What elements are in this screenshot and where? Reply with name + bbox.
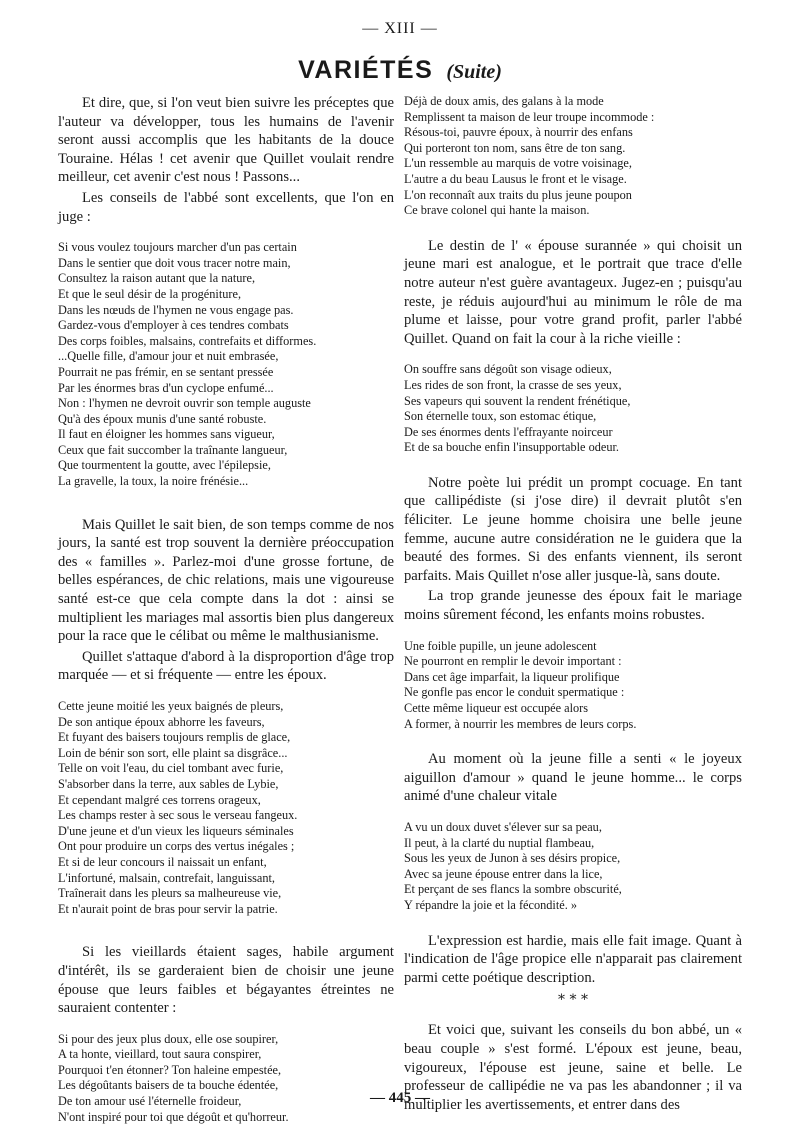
verse-line: Et cependant malgré ces torrens orageux, — [58, 792, 261, 807]
verse-block — [58, 1032, 394, 1126]
verse-line: Non : l'hymen ne devroit ouvrir son temple auguste — [58, 396, 311, 411]
verse-line: Et de sa bouche enfin l'insupportable odeur. — [404, 440, 619, 455]
paragraph: Si les vieillards étaient sages, habile argument d'intérêt, ils se garderaient bien de choisir une jeune épouse que leurs faibles et bégayantes étreintes ne sauraient contenter : — [58, 944, 394, 1017]
verse-line: Les dégoûtants baisers de ta bouche édentée, — [58, 1078, 279, 1093]
verse-line: Son éternelle toux, son estomac étique, — [404, 409, 597, 424]
verse-line: Ont pour produire un corps des vertus inégales ; — [58, 839, 295, 854]
verse-line: L'infortuné, malsain, contrefait, languissant, — [58, 870, 276, 885]
title-main: VARIÉTÉS — [298, 56, 434, 84]
verse-line: A vu un doux duvet s'élever sur sa peau, — [404, 819, 602, 834]
verse-line: Les rides de son front, la crasse de ses yeux, — [404, 377, 622, 392]
verse-line: Gardez-vous d'employer à ces tendres combats — [58, 318, 289, 333]
verse-line: Cette même liqueur est occupée alors — [404, 701, 589, 715]
section-title — [0, 56, 800, 85]
verse-line: Que tourmentent la goutte, avec l'épilepsie, — [58, 458, 271, 473]
verse-line: Et n'aurait point de bras pour servir la patrie. — [58, 901, 278, 916]
verse-line: Résous-toi, pauvre époux, à nourrir des enfans — [404, 125, 633, 140]
paragraph: Mais Quillet le sait bien, de son temps comme de nos jours, la santé est trop souvent la dernière préoccupation des « familles ». Parlez-moi d'une grosse fortune, de belles espérances, de chic relations, mais une vigoureuse santé est-ce que cela compte dans la dot : ainsi se multiplient les mariages mal assortis bien plus dangereux pour la race que le célibat ou même le malthusianisme. — [58, 516, 394, 645]
paragraph: La trop grande jeunesse des époux fait le mariage moins sûrement fécond, les enfants moins robustes. — [404, 588, 742, 624]
paragraph: Notre poète lui prédit un prompt cocuage. En tant que callipédiste (si j'ose dire) il devrait plutôt s'en féliciter. Le jeune homme choisira une belle jeune femme, aucune autre considération ne le guidera que la beauté des formes. Si des enfants viennent, ils seront parfaits. Mais Quillet n'ose aller jusque-là, sans doute. — [404, 474, 742, 584]
verse-line: De ses énormes dents l'effrayante noirceur — [404, 424, 613, 439]
verse-line: On souffre sans dégoût son visage odieux, — [404, 362, 612, 377]
left-column — [58, 94, 394, 1125]
verse-line: L'autre a du beau Lausus le front et le visage. — [404, 171, 627, 186]
verse-line: Dans le sentier que doit vous tracer notre main, — [58, 255, 291, 270]
verse-line: S'absorber dans la terre, aux sables de Lybie, — [58, 776, 279, 791]
paragraph: Les conseils de l'abbé sont excellents, que l'on en juge : — [58, 189, 394, 225]
verse-line: Remplissent ta maison de leur troupe incommode : — [404, 109, 655, 124]
verse-block — [404, 820, 742, 914]
verse-line: Ne gonfle pas encor le conduit spermatique : — [404, 685, 625, 700]
verse-line: Une foible pupille, un jeune adolescent — [404, 638, 597, 653]
section-separator — [404, 993, 742, 1007]
verse-line: Ses vapeurs qui souvent la rendent frénétique, — [404, 393, 631, 408]
paragraph: Et dire, que, si l'on veut bien suivre les préceptes que l'auteur va développer, tous les humains de l'avenir seront aussi accomplis que les habitants de la douce Touraine. Hélas ! cet avenir que Quillet voulait rendre meilleur, cet avenir c'est nous ! Passons... — [58, 95, 394, 186]
roman-page-number: — XIII — — [362, 20, 438, 37]
verse-line: Y répandre la joie et la fécondité. » — [404, 897, 577, 912]
verse-line: Des corps foibles, malsains, contrefaits et difformes. — [58, 333, 317, 348]
verse-block — [404, 94, 742, 219]
verse-line: Telle on voit l'eau, du ciel tombant avec furie, — [58, 761, 284, 776]
verse-line: D'une jeune et d'un vieux les liqueurs séminales — [58, 823, 294, 838]
verse-line: Par les énormes bras d'un cyclope enfumé... — [58, 380, 274, 395]
verse-line: Qui porteront ton nom, sans être de ton sang. — [404, 140, 626, 155]
title-subtitle: (Suite) — [446, 61, 502, 83]
verse-line: Si pour des jeux plus doux, elle ose soupirer, — [58, 1031, 279, 1046]
verse-line: Qu'à des époux munis d'une santé robuste. — [58, 411, 267, 426]
page-number: — 445 — — [370, 1090, 430, 1106]
paragraph: Quillet s'attaque d'abord à la disproportion d'âge trop marquée — et si fréquente — entre les époux. — [58, 648, 394, 684]
verse-line: Et perçant de ses flancs la sombre obscurité, — [404, 882, 622, 897]
verse-line: Ceux que fait succomber la traînante langueur, — [58, 442, 288, 457]
verse-line: Consultez la raison autant que la nature, — [58, 271, 256, 286]
verse-line: Ne pourront en remplir le devoir important : — [404, 654, 622, 669]
paragraph: L'expression est hardie, mais elle fait image. Quant à l'indication de l'âge propice elle n'apparait pas clairement parmi cette poétique description. — [404, 932, 742, 986]
verse-line: Dans cet âge imparfait, la liqueur prolifique — [404, 669, 620, 684]
verse-line: Ce brave colonel qui hante la maison. — [404, 203, 590, 218]
verse-line: De ton amour usé l'éternelle froideur, — [58, 1094, 242, 1109]
verse-line: Il faut en éloigner les hommes sans vigueur, — [58, 427, 275, 442]
verse-line: Il peut, à la clarté du nuptial flambeau, — [404, 835, 595, 850]
verse-block — [58, 699, 394, 917]
verse-line: De son antique époux abhorre les faveurs, — [58, 714, 265, 729]
verse-line: Déjà de doux amis, des galans à la mode — [404, 94, 604, 108]
verse-line: L'on reconnaît aux traits du plus jeune poupon — [404, 187, 632, 202]
verse-line: Les champs rester à sec sous le verseau fangeux. — [58, 808, 298, 823]
verse-line: Avec sa jeune épouse entrer dans la lice, — [404, 866, 603, 881]
paragraph: Au moment où la jeune fille a senti « le joyeux aiguillon d'amour » quand le jeune homme... le corps animé d'une chaleur vitale — [404, 751, 742, 805]
verse-line: Et si de leur concours il naissait un enfant, — [58, 854, 267, 869]
asterism: * * * — [558, 992, 588, 1009]
verse-line: Dans les nœuds de l'hymen ne vous engage pas. — [58, 302, 294, 317]
right-column — [404, 94, 742, 1116]
verse-line: A former, à nourrir les membres de leurs corps. — [404, 716, 637, 731]
verse-line: Pourrait ne pas frémir, en se sentant pressée — [58, 364, 274, 379]
verse-block — [404, 639, 742, 733]
verse-line: N'ont inspiré pour toi que dégoût et qu'horreur. — [58, 1109, 289, 1124]
verse-block — [404, 362, 742, 456]
verse-line: Cette jeune moitié les yeux baignés de pleurs, — [58, 699, 284, 713]
verse-line: Loin de bénir son sort, elle plaint sa disgrâce... — [58, 745, 288, 760]
verse-line: A ta honte, vieillard, tout saura conspirer, — [58, 1047, 262, 1062]
verse-line: Si vous voulez toujours marcher d'un pas certain — [58, 240, 297, 255]
verse-line: Et que le seul désir de la progéniture, — [58, 286, 242, 301]
verse-line: Traînerait dans les pleurs sa malheureuse vie, — [58, 886, 282, 901]
verse-line: Et fuyant des baisers toujours remplis de glace, — [58, 730, 291, 745]
paragraph: Le destin de l' « épouse surannée » qui choisit un jeune mari est analogue, et le portrait que trace d'elle notre auteur n'est guère avantageux. Jugez-en ; puisqu'au reste, je réduis aujourd'hui au minimum le rôle de ma plume et laisse, pour votre grand profit, parler l'abbé Quillet. Quand on fait la cour à la riche vieille : — [404, 237, 742, 347]
verse-line: La gravelle, la toux, la noire frénésie... — [58, 474, 249, 489]
verse-block — [58, 240, 394, 490]
verse-line: ...Quelle fille, d'amour jour et nuit embrasée, — [58, 349, 279, 364]
verse-line: Sous les yeux de Junon à ses désirs propice, — [404, 851, 621, 866]
verse-line: Pourquoi t'en étonner? Ton haleine empestée, — [58, 1062, 282, 1077]
verse-line: L'un ressemble au marquis de votre voisinage, — [404, 156, 632, 171]
paragraph: Et voici que, suivant les conseils du bon abbé, un « beau couple » s'est formé. L'époux est jeune, beau, vigoureux, l'épouse est jeune, saine et belle. Le professeur de callipédie ne va pas les abandonner ; il va multiplier les avertissements, et entrer dans des — [404, 1022, 742, 1113]
